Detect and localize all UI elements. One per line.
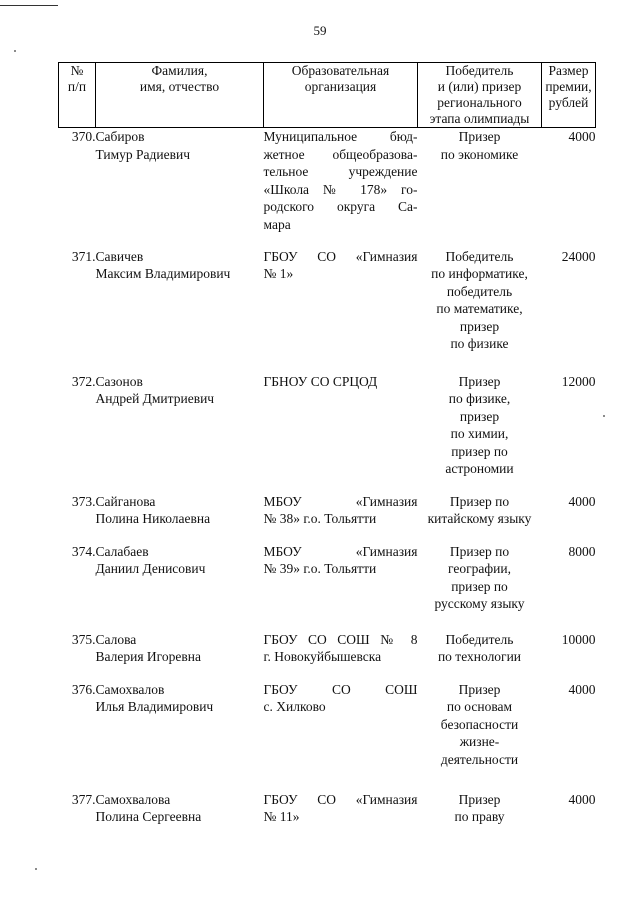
row-number: 372.: [71, 373, 96, 389]
organization-line: г. Новокуйбышевска: [263, 649, 382, 664]
table-row: [59, 493, 596, 543]
award-status-line: победитель: [446, 283, 513, 299]
scan-speck: [603, 415, 605, 417]
award-status-line: по информатике,: [431, 266, 528, 281]
award-status-line: по математике,: [436, 301, 523, 316]
award-status-line: Призер: [458, 681, 501, 697]
award-status: [418, 248, 542, 373]
award-status-line: Призер по: [449, 493, 510, 509]
row-number: 371.: [71, 248, 96, 264]
prize-amount: 8000: [568, 543, 596, 559]
student-name: [96, 543, 264, 631]
student-name-line: Полина Николаевна: [95, 511, 211, 526]
organization-line: № 39» г.о. Тольятти: [263, 561, 377, 576]
row-number: 370.: [71, 129, 96, 144]
row-number: 376.: [71, 681, 96, 697]
award-status-line: русскому языку: [434, 596, 525, 611]
student-name-line: Андрей Дмитриевич: [95, 391, 215, 406]
award-status-line: безопасности: [440, 716, 519, 732]
student-name-line: Самохвалов: [95, 681, 165, 697]
award-status-line: Призер: [458, 373, 501, 389]
row-number: 377.: [71, 791, 96, 807]
scan-speck: [14, 50, 16, 52]
award-status-line: Призер: [458, 129, 501, 144]
student-name-line: Салабаев: [95, 543, 149, 559]
student-name-line: Сабиров: [95, 129, 145, 144]
student-name-line: Сазонов: [95, 373, 143, 389]
organization-line: № 1»: [263, 266, 294, 281]
header-row: [59, 63, 596, 128]
award-status-line: деятельности: [440, 751, 519, 767]
award-status-line: призер: [459, 318, 500, 334]
table-row: [59, 631, 596, 681]
student-name-line: Тимур Радиевич: [95, 146, 191, 162]
award-status-line: астрономии: [445, 461, 514, 476]
award-status: [418, 493, 542, 543]
award-status-line: призер: [459, 408, 500, 424]
student-name: [96, 373, 264, 493]
winners-table: [58, 62, 596, 851]
student-name: [96, 631, 264, 681]
header-name: Фамилия, имя, отчество: [96, 63, 264, 128]
organization: [264, 681, 418, 791]
organization-line: МБОУ «Гимназия: [263, 493, 418, 509]
student-name: [96, 493, 264, 543]
header-num: № п/п: [59, 63, 96, 128]
student-name-line: Даниил Денисович: [95, 561, 206, 576]
organization: [264, 248, 418, 373]
organization-line: ГБОУ СО СОШ № 8: [263, 631, 418, 647]
organization-line: с. Хилково: [263, 699, 326, 714]
organization-line: мара: [263, 216, 291, 232]
row-number: 374.: [71, 543, 96, 559]
page-number: 59: [313, 23, 327, 38]
organization: [264, 373, 418, 493]
organization: [264, 128, 418, 248]
row-number: 375.: [71, 631, 96, 647]
award-status: [418, 791, 542, 851]
scan-artifact-line: [0, 5, 58, 6]
organization-line: МБОУ «Гимназия: [263, 543, 418, 559]
award-status-line: китайскому языку: [427, 511, 532, 526]
organization: [264, 631, 418, 681]
table-row: [59, 128, 596, 248]
student-name-line: Полина Сергеевна: [95, 809, 202, 824]
header-org: Образовательная организация: [264, 63, 418, 128]
student-name: [96, 128, 264, 248]
organization: [264, 791, 418, 851]
award-status-line: жизне-: [459, 734, 500, 749]
organization-line: № 11»: [263, 809, 300, 824]
award-status-line: Победитель: [445, 248, 514, 264]
row-number: 373.: [71, 493, 96, 509]
award-status-line: географии,: [448, 561, 511, 576]
table-row: [59, 791, 596, 851]
prize-amount: 24000: [561, 248, 596, 264]
organization-line: ГБНОУ СО СРЦОД: [263, 373, 378, 389]
award-status-line: призер по: [451, 443, 508, 459]
organization-line: ГБОУ СО «Гимназия: [263, 791, 418, 807]
organization-line: жетное общеобразова-: [263, 146, 418, 162]
organization-line: Муниципальное бюд-: [263, 129, 418, 144]
award-status-line: по основам: [446, 699, 513, 714]
table-row: [59, 248, 596, 373]
student-name-line: Илья Владимирович: [95, 699, 214, 714]
award-status-line: по физике,: [448, 391, 511, 406]
prize-amount: 4000: [568, 493, 596, 509]
award-status: [418, 681, 542, 791]
award-status-line: Победитель: [445, 631, 514, 647]
prize-amount: 4000: [568, 129, 596, 144]
scan-speck: [35, 868, 37, 870]
award-status-line: по праву: [454, 809, 505, 824]
student-name-line: Максим Владимирович: [95, 266, 231, 281]
table-body: [59, 128, 596, 851]
header-prize: Размер премии, рублей: [542, 63, 596, 128]
table-row: [59, 681, 596, 791]
student-name-line: Савичев: [95, 248, 144, 264]
student-name: [96, 681, 264, 791]
header-award: Победитель и (или) призер регионального этапа олимпиады: [418, 63, 542, 128]
student-name-line: Салова: [95, 631, 137, 647]
organization-line: тельное учреждение: [263, 164, 418, 179]
award-status-line: по химии,: [450, 426, 509, 441]
award-status-line: по физике: [450, 336, 509, 351]
prize-amount: 4000: [568, 791, 596, 807]
award-status: [418, 128, 542, 248]
award-status: [418, 373, 542, 493]
organization-line: № 38» г.о. Тольятти: [263, 511, 377, 526]
award-status-line: Призер по: [449, 543, 510, 559]
table-row: [59, 373, 596, 493]
award-status-line: по технологии: [437, 649, 522, 664]
student-name-line: Самохвалова: [95, 791, 171, 807]
prize-amount: 12000: [561, 373, 596, 389]
organization: [264, 543, 418, 631]
organization-line: «Школа № 178» го-: [263, 181, 418, 197]
organization-line: ГБОУ СО СОШ: [263, 681, 418, 697]
organization-line: ГБОУ СО «Гимназия: [263, 248, 418, 264]
award-status-line: Призер: [458, 791, 501, 807]
student-name: [96, 791, 264, 851]
student-name-line: Сайганова: [95, 493, 156, 509]
award-status: [418, 543, 542, 631]
student-name: [96, 248, 264, 373]
prize-amount: 4000: [568, 681, 596, 697]
award-status-line: по экономике: [440, 146, 519, 162]
student-name-line: Валерия Игоревна: [95, 649, 201, 664]
award-status-line: призер по: [451, 578, 508, 594]
table-row: [59, 543, 596, 631]
organization: [264, 493, 418, 543]
prize-amount: 10000: [561, 631, 596, 647]
award-status: [418, 631, 542, 681]
organization-line: родского округа Са-: [263, 199, 418, 214]
